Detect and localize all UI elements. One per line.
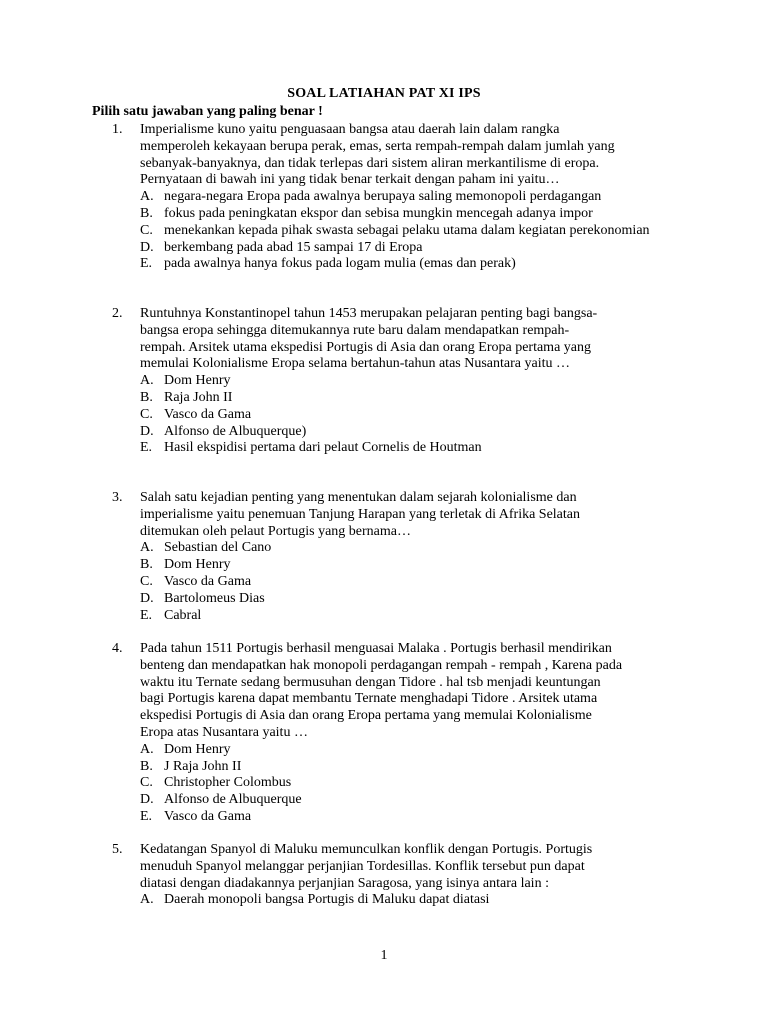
document-title: SOAL LATIAHAN PAT XI IPS xyxy=(287,86,481,101)
question-5 xyxy=(112,842,682,909)
option-c[interactable] xyxy=(140,407,682,424)
option-e[interactable] xyxy=(140,440,682,457)
option-list xyxy=(140,373,682,457)
question-number: 3. xyxy=(112,490,123,505)
option-text: pada awalnya hanya fokus pada logam mulia (emas dan perak) xyxy=(164,256,516,272)
question-4 xyxy=(112,641,682,826)
option-a[interactable] xyxy=(140,742,682,759)
option-letter: D. xyxy=(140,590,154,606)
option-a[interactable] xyxy=(140,892,682,909)
question-1 xyxy=(112,122,682,273)
option-letter: B. xyxy=(140,557,153,573)
option-text: berkembang pada abad 15 sampai 17 di Eropa xyxy=(164,239,423,255)
option-text: Hasil ekspidisi pertama dari pelaut Cornelis de Houtman xyxy=(164,440,482,456)
option-text: Christopher Colombus xyxy=(164,775,292,791)
option-e[interactable] xyxy=(140,256,682,273)
option-list xyxy=(140,742,682,826)
option-d[interactable] xyxy=(140,424,682,441)
option-a[interactable] xyxy=(140,373,682,390)
question-text: Imperialisme kuno yaitu penguasaan bangsa atau daerah lain dalam rangka memperoleh kekayaan berupa perak, emas, serta rempah-rempah dalam jumlah yang sebanyak-banyaknya, dan tidak terlepas dari sistem aliran merkantilisme di eropa. Pernyataan di bawah ini yang tidak benar terkait dengan paham ini yaitu… xyxy=(140,122,615,188)
option-text: menekankan kepada pihak swasta sebagai pelaku utama dalam kegiatan perekonomian xyxy=(164,222,650,238)
option-letter: D. xyxy=(140,792,154,808)
option-b[interactable] xyxy=(140,759,682,776)
option-c[interactable] xyxy=(140,223,682,240)
option-e[interactable] xyxy=(140,809,682,826)
instruction-text: Pilih satu jawaban yang paling benar ! xyxy=(92,104,323,119)
option-d[interactable] xyxy=(140,240,682,257)
option-letter: D. xyxy=(140,423,154,439)
option-letter: D. xyxy=(140,239,154,255)
option-c[interactable] xyxy=(140,574,682,591)
option-letter: A. xyxy=(140,892,154,908)
option-letter: B. xyxy=(140,205,153,221)
option-text: Vasco da Gama xyxy=(164,573,252,589)
option-list xyxy=(140,540,682,624)
option-text: negara-negara Eropa pada awalnya berupaya saling memonopoli perdagangan xyxy=(164,189,602,205)
option-b[interactable] xyxy=(140,557,682,574)
question-text: Kedatangan Spanyol di Maluku memunculkan konflik dengan Portugis. Portugis menuduh Spanyol melanggar perjanjian Tordesillas. Konflik tersebut pun dapat diatasi dengan diadakannya perjanjian Saragosa, yang isinya antara lain : xyxy=(140,842,593,891)
option-text: Daerah monopoli bangsa Portugis di Maluku dapat diatasi xyxy=(164,892,490,908)
option-text: Alfonso de Albuquerque) xyxy=(164,423,307,439)
option-letter: E. xyxy=(140,607,153,623)
question-text: Pada tahun 1511 Portugis berhasil menguasai Malaka . Portugis berhasil mendirikan benteng dan mendapatkan hak monopoli perdagangan rempah - rempah , Karena pada waktu itu Ternate sedang bermusuhan dengan Tidore . hal tsb menjadi keuntungan bagi Portugis karena dapat membantu Ternate menghadapi Tidore . Arsitek utama ekspedisi Portugis di Asia dan orang Eropa pertama yang memulai Kolonialisme Eropa atas Nusantara yaitu … xyxy=(140,641,623,740)
question-text: Salah satu kejadian penting yang menentukan dalam sejarah kolonialisme dan imperialisme yaitu penemuan Tanjung Harapan yang terletak di Afrika Selatan ditemukan oleh pelaut Portugis yang bernama… xyxy=(140,490,581,539)
option-c[interactable] xyxy=(140,775,682,792)
option-letter: C. xyxy=(140,406,153,422)
option-d[interactable] xyxy=(140,591,682,608)
option-list xyxy=(140,189,682,273)
option-list xyxy=(140,892,682,909)
option-text: Sebastian del Cano xyxy=(164,540,272,556)
option-text: Dom Henry xyxy=(164,557,231,573)
option-letter: B. xyxy=(140,389,153,405)
option-letter: A. xyxy=(140,373,154,389)
option-letter: C. xyxy=(140,222,153,238)
option-text: Vasco da Gama xyxy=(164,808,252,824)
option-b[interactable] xyxy=(140,390,682,407)
option-text: Dom Henry xyxy=(164,373,231,389)
option-d[interactable] xyxy=(140,792,682,809)
question-number: 1. xyxy=(112,122,123,137)
question-number: 4. xyxy=(112,641,123,656)
option-text: J Raja John II xyxy=(164,758,242,774)
question-2 xyxy=(112,306,682,457)
option-text: Vasco da Gama xyxy=(164,406,252,422)
option-text: Alfonso de Albuquerque xyxy=(164,792,302,808)
option-letter: A. xyxy=(140,741,154,757)
option-text: Raja John II xyxy=(164,389,233,405)
question-number: 2. xyxy=(112,306,123,321)
option-b[interactable] xyxy=(140,206,682,223)
option-letter: E. xyxy=(140,256,153,272)
option-letter: B. xyxy=(140,758,153,774)
option-text: Dom Henry xyxy=(164,741,231,757)
option-text: Bartolomeus Dias xyxy=(164,590,265,606)
option-letter: A. xyxy=(140,540,154,556)
question-3 xyxy=(112,490,682,624)
option-letter: C. xyxy=(140,573,153,589)
option-a[interactable] xyxy=(140,540,682,557)
question-number: 5. xyxy=(112,842,123,857)
option-letter: A. xyxy=(140,189,154,205)
option-a[interactable] xyxy=(140,189,682,206)
question-text: Runtuhnya Konstantinopel tahun 1453 merupakan pelajaran penting bagi bangsa- bangsa eropa sehingga ditemukannya rute baru dalam mendapatkan rempah- rempah. Arsitek utama ekspedisi Portugis di Asia dan orang Eropa pertama yang memulai Kolonialisme Eropa selama bertahun-tahun atas Nusantara yaitu … xyxy=(140,306,598,372)
option-text: Cabral xyxy=(164,607,202,623)
option-letter: E. xyxy=(140,808,153,824)
option-text: fokus pada peningkatan ekspor dan sebisa mungkin mencegah adanya impor xyxy=(164,205,593,221)
page-number: 1 xyxy=(380,948,388,963)
option-e[interactable] xyxy=(140,608,682,625)
option-letter: C. xyxy=(140,775,153,791)
option-letter: E. xyxy=(140,440,153,456)
